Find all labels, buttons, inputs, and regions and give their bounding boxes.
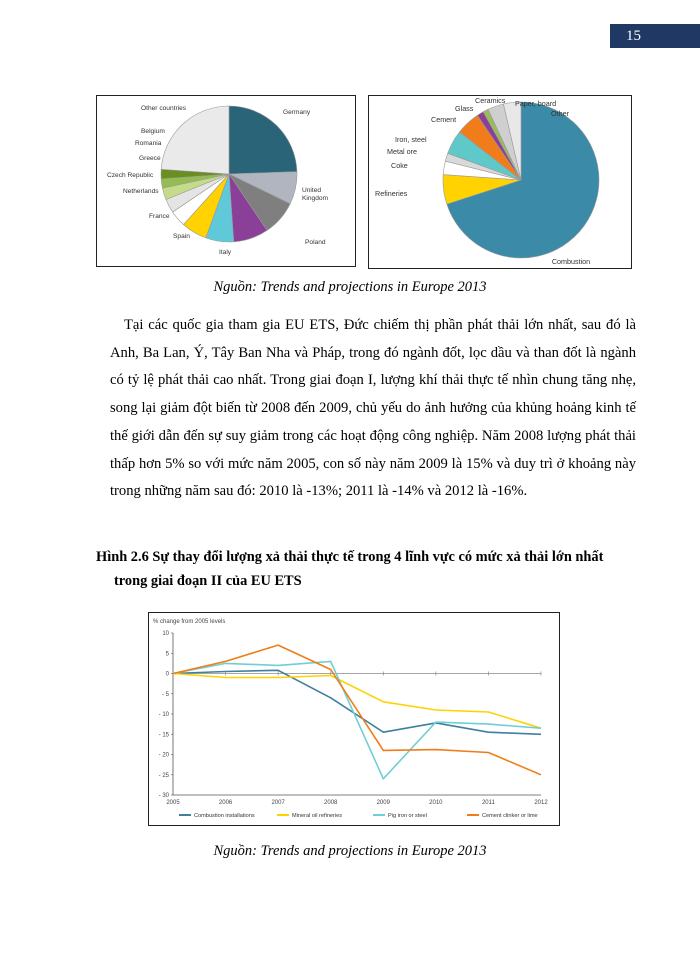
y-tick-label: - 25 bbox=[158, 772, 169, 779]
country-label-spain: Spain bbox=[173, 233, 190, 240]
legend-label-mineral-oil-refineries: Mineral oil refineries bbox=[292, 813, 343, 819]
x-tick-label: 2012 bbox=[534, 800, 548, 806]
country-label-germany: Germany bbox=[283, 109, 311, 116]
series-line-pig-iron-or-steel bbox=[173, 661, 541, 778]
sector-label-metal-ore: Metal ore bbox=[387, 147, 417, 156]
sector-share-pie-chart bbox=[368, 95, 632, 269]
country-label-czech-republic: Czech Republic bbox=[107, 172, 154, 179]
y-axis-label: % change from 2005 levels bbox=[153, 619, 226, 625]
country-slice-germany bbox=[229, 106, 297, 174]
body-paragraph: Tại các quốc gia tham gia EU ETS, Đức chiếm thị phần phát thải lớn nhất, sau đó là Anh, Ba Lan, Ý, Tây Ban Nha và Pháp, trong đó ngành đốt, lọc dầu và than đốt là ngành có tỷ lệ phát thải cao nhất. Trong giai đoạn I, lượng khí thải thực tế nhìn chung tăng nhẹ, song lại giảm đột biến từ 2008 đến 2009, chủ yếu do ảnh hưởng của khủng hoảng kinh tế thế giới dẫn đến sự suy giảm trong các hoạt động công nghiệp. Năm 2008 lượng phát thải thấp hơn 5% so với mức năm 2005, con số này năm 2009 là 15% và duy trì ở khoảng này trong những năm sau đó: 2010 là -13%; 2011 là -14% và 2012 là -16%. bbox=[110, 317, 636, 500]
country-label-greece: Greece bbox=[139, 155, 161, 162]
country-label-other-countries: Other countries bbox=[141, 105, 187, 112]
country-share-pie-chart bbox=[96, 95, 356, 267]
sector-label-paper-board: Paper, board bbox=[515, 99, 557, 108]
chart-source-caption: Nguồn: Trends and projections in Europe 2013 bbox=[213, 843, 487, 859]
country-label-netherlands: Netherlands bbox=[123, 188, 159, 195]
y-tick-label: - 20 bbox=[158, 752, 169, 759]
sector-label-iron-steel: Iron, steel bbox=[395, 135, 427, 144]
sector-label-coke: Coke bbox=[391, 161, 408, 170]
x-tick-label: 2005 bbox=[166, 800, 180, 806]
sector-label-cement: Cement bbox=[431, 115, 457, 124]
y-tick-label: - 15 bbox=[158, 732, 169, 739]
x-tick-label: 2007 bbox=[271, 800, 285, 806]
country-label-belgium: Belgium bbox=[141, 128, 165, 135]
country-slice-other-countries bbox=[161, 106, 229, 174]
y-tick-label: - 30 bbox=[158, 793, 169, 799]
country-label-france: France bbox=[149, 213, 170, 220]
sector-label-glass: Glass bbox=[455, 104, 474, 113]
figure-title-line2: trong giai đoạn II của EU ETS bbox=[114, 573, 302, 589]
y-tick-label: - 10 bbox=[158, 712, 169, 718]
country-label-united-kingdom: United Kingdom bbox=[302, 187, 329, 202]
x-tick-label: 2008 bbox=[324, 800, 338, 806]
country-label-italy: Italy bbox=[219, 249, 232, 256]
x-tick-label: 2011 bbox=[481, 800, 495, 806]
sector-pie-svg bbox=[369, 96, 631, 268]
sector-label-refineries: Refineries bbox=[375, 189, 408, 198]
country-label-romania: Romania bbox=[135, 140, 162, 147]
series-line-cement-clinker-or-lime bbox=[173, 645, 541, 775]
page-number: 15 bbox=[610, 24, 700, 48]
emissions-line-chart bbox=[148, 612, 560, 826]
y-tick-label: - 5 bbox=[161, 691, 169, 698]
legend-label-combustion-installations: Combustion installations bbox=[194, 813, 255, 819]
sector-label-combustion: Combustion bbox=[551, 257, 591, 266]
y-tick-label: 5 bbox=[165, 651, 169, 658]
x-tick-label: 2009 bbox=[376, 800, 390, 806]
y-tick-label: 0 bbox=[165, 671, 169, 678]
x-tick-label: 2006 bbox=[218, 800, 233, 806]
y-tick-label: 10 bbox=[162, 631, 169, 637]
x-tick-label: 2010 bbox=[429, 800, 443, 806]
figure-title bbox=[96, 545, 656, 593]
legend-label-cement-clinker-or-lime: Cement clinker or lime bbox=[482, 813, 538, 819]
country-pie-svg bbox=[97, 96, 355, 266]
figure-title-line1: Hình 2.6 Sự thay đổi lượng xả thải thực tế trong 4 lĩnh vực có mức xả thải lớn nhất bbox=[96, 549, 604, 565]
legend-label-pig-iron-or-steel: Pig iron or steel bbox=[388, 813, 427, 819]
sector-label-ceramics: Ceramics bbox=[475, 96, 506, 105]
country-label-poland: Poland bbox=[305, 239, 326, 246]
line-chart-svg bbox=[149, 613, 559, 825]
figure-source-caption: Nguồn: Trends and projections in Europe 2013 bbox=[213, 279, 487, 295]
sector-label-other: Other bbox=[551, 109, 569, 118]
